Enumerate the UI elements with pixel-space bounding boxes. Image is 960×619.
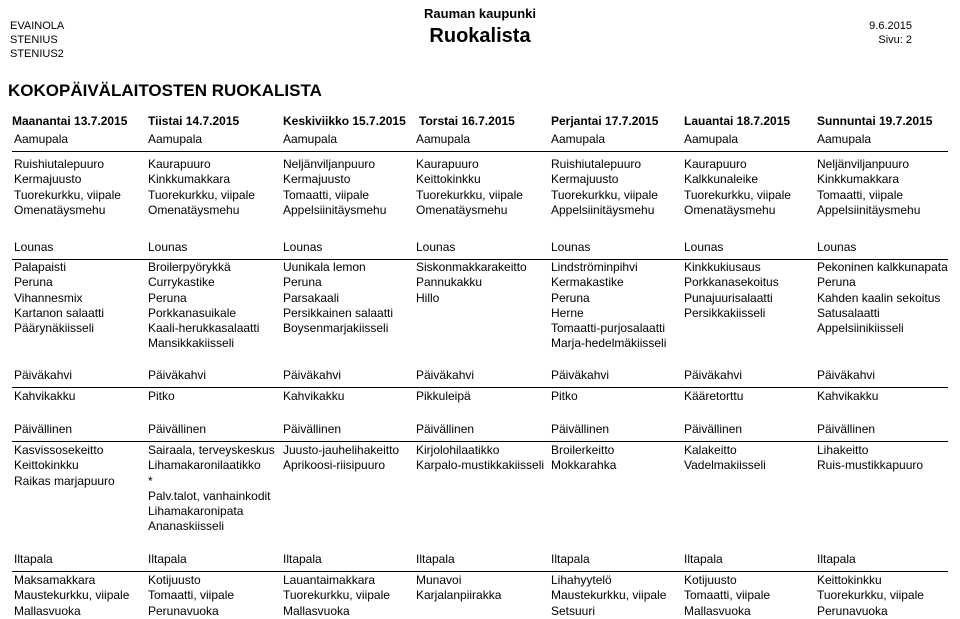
day-header: Sunnuntai 19.7.2015 <box>817 114 933 128</box>
section-divider <box>12 151 948 152</box>
section-label: Päiväkahvi <box>283 368 342 382</box>
menu-cell <box>283 260 393 336</box>
menu-item: Mokkarahka <box>551 458 617 473</box>
menu-item: Perunavuoka <box>148 603 219 618</box>
header-left-line: STENIUS <box>10 34 58 46</box>
menu-item: Persikkakiisseli <box>684 305 766 320</box>
section-label: Iltapala <box>416 552 455 566</box>
menu-cell <box>148 443 275 535</box>
menu-item: Pekoninen kalkkunapata <box>817 260 948 274</box>
menu-item: Mallasvuoka <box>283 603 350 618</box>
section-label: Lounas <box>283 240 323 254</box>
menu-item: Currykastike <box>148 275 215 290</box>
menu-cell <box>416 389 471 404</box>
section-label: Iltapala <box>14 552 53 566</box>
city-name: Rauman kaupunki <box>424 6 536 21</box>
menu-item: Tuorekurkku, viipale <box>14 187 121 202</box>
menu-item: Tuorekurkku, viipale <box>283 588 390 603</box>
menu-item: Setsuuri <box>551 603 596 618</box>
menu-item: Kahvikakku <box>283 389 345 403</box>
menu-item: Mallasvuoka <box>684 603 751 618</box>
menu-cell <box>14 389 75 404</box>
menu-item: Siskonmakkarakeitto <box>416 260 527 274</box>
menu-cell <box>283 157 386 218</box>
menu-item: Lihakeitto <box>817 443 869 457</box>
menu-item: Pannukakku <box>416 275 483 290</box>
menu-item: Broilerpyörykkä <box>148 260 231 274</box>
menu-cell <box>148 260 259 352</box>
section-label-row <box>0 552 960 567</box>
day-header-row <box>0 114 960 128</box>
menu-cell <box>283 443 399 474</box>
menu-item: Mansikkakiisseli <box>148 336 235 351</box>
menu-item: Kahden kaalin sekoitus <box>817 290 941 305</box>
menu-cell <box>817 157 920 218</box>
menu-item: Kahvikakku <box>817 389 879 403</box>
menu-item: Kirjolohilaatikko <box>416 443 500 457</box>
section-label: Iltapala <box>148 552 187 566</box>
menu-item: Keittokinkku <box>14 458 79 473</box>
header-left-line: EVAINOLA <box>10 20 65 32</box>
section-divider <box>12 441 948 442</box>
menu-item: Kasvissosekeitto <box>14 443 104 457</box>
menu-cell <box>551 389 578 404</box>
menu-item: Kotijuusto <box>148 573 201 587</box>
menu-item: Pitko <box>551 389 578 403</box>
menu-item: Palv.talot, vanhainkodit <box>148 488 271 503</box>
menu-item: Ruishiutalepuuro <box>14 157 105 171</box>
section-label: Päivällinen <box>14 422 73 436</box>
menu-item: Tuorekurkku, viipale <box>416 187 523 202</box>
menu-item: Peruna <box>551 290 590 305</box>
menu-item: Lihahyytelö <box>551 573 612 587</box>
menu-item: Maksamakkara <box>14 573 96 587</box>
menu-item: Vadelmakiisseli <box>684 458 766 473</box>
menu-item: Lihamakaronipata <box>148 504 244 519</box>
menu-cell <box>817 260 948 336</box>
menu-item: Kermajuusto <box>14 172 82 187</box>
menu-item: Peruna <box>148 290 187 305</box>
menu-item: Herne <box>551 305 584 320</box>
menu-cell <box>684 443 766 474</box>
menu-cell <box>148 157 255 218</box>
menu-item: Lindströminpihvi <box>551 260 638 274</box>
menu-item: Kinkkukiusaus <box>684 260 761 274</box>
section-label-row <box>0 422 960 437</box>
menu-cell <box>14 573 129 619</box>
menu-item: Appelsiinitäysmehu <box>551 202 655 217</box>
menu-cell <box>817 573 924 619</box>
section-label: Iltapala <box>817 552 856 566</box>
menu-item: Neljänviljanpuuro <box>817 157 910 171</box>
menu-item: Boysenmarjakiisseli <box>283 321 389 336</box>
menu-item: Kinkkumakkara <box>148 172 231 187</box>
menu-cell <box>283 573 390 619</box>
menu-item: Tomaatti, viipale <box>148 588 235 603</box>
menu-cell <box>14 157 121 218</box>
menu-item: Tomaatti, viipale <box>684 588 771 603</box>
menu-item: Punajuurisalaatti <box>684 290 773 305</box>
menu-item: Lihamakaronilaatikko <box>148 458 261 473</box>
menu-item: Kotijuusto <box>684 573 737 587</box>
section-label: Aamupala <box>148 132 203 146</box>
menu-item: Peruna <box>283 275 322 290</box>
menu-item: Perunavuoka <box>817 603 888 618</box>
menu-item: Päärynäkiisseli <box>14 321 95 336</box>
section-label: Päivällinen <box>551 422 610 436</box>
menu-item: Mallasvuoka <box>14 603 81 618</box>
menu-item: Karjalanpiirakka <box>416 588 502 603</box>
menu-item: Kaurapuuro <box>684 157 747 171</box>
menu-item: Hillo <box>416 290 440 305</box>
section-label-row <box>0 240 960 255</box>
section-label: Päiväkahvi <box>14 368 73 382</box>
menu-item: Juusto-jauhelihakeitto <box>283 443 400 457</box>
menu-item: Appelsiinikiisseli <box>817 321 904 336</box>
section-label: Lounas <box>416 240 456 254</box>
day-header: Maanantai 13.7.2015 <box>12 114 128 128</box>
section-label: Päiväkahvi <box>551 368 610 382</box>
menu-item: Raikas marjapuuro <box>14 473 115 488</box>
print-date: 9.6.2015 <box>869 20 912 32</box>
menu-item: Kinkkumakkara <box>817 172 900 187</box>
section-label: Päivällinen <box>148 422 207 436</box>
menu-cell <box>551 573 666 619</box>
menu-cell <box>148 389 175 404</box>
section-label: Aamupala <box>817 132 872 146</box>
menu-item: Appelsiinitäysmehu <box>817 202 921 217</box>
menu-item: Keittokinkku <box>416 172 481 187</box>
menu-item: Kermajuusto <box>283 172 351 187</box>
menu-cell <box>551 260 666 352</box>
menu-cell <box>551 157 658 218</box>
menu-item: Munavoi <box>416 573 462 587</box>
menu-item: Aprikoosi-riisipuuro <box>283 458 386 473</box>
header-right <box>869 19 912 47</box>
document-title: Ruokalista <box>429 25 531 47</box>
menu-item: Porkkanasuikale <box>148 305 237 320</box>
menu-item: Kalkkunaleike <box>684 172 759 187</box>
menu-item: Karpalo-mustikkakiisseli <box>416 458 545 473</box>
menu-cell <box>14 443 115 489</box>
menu-item: Parsakaali <box>283 290 340 305</box>
header-center <box>0 6 960 48</box>
menu-item: Kermakastike <box>551 275 624 290</box>
menu-cell <box>416 157 523 218</box>
menu-item: * <box>148 473 153 488</box>
section-divider <box>12 571 948 572</box>
page-title: KOKOPÄIVÄLAITOSTEN RUOKALISTA <box>8 81 322 100</box>
menu-item: Keittokinkku <box>817 573 882 587</box>
day-header: Torstai 16.7.2015 <box>419 114 515 128</box>
section-label: Päivällinen <box>416 422 475 436</box>
menu-cell <box>148 573 234 619</box>
menu-item: Ruis-mustikkapuuro <box>817 458 924 473</box>
section-label: Päiväkahvi <box>148 368 207 382</box>
menu-item: Kääretorttu <box>684 389 744 403</box>
menu-item: Vihannesmix <box>14 290 83 305</box>
menu-item: Pikkuleipä <box>416 389 471 403</box>
menu-item: Kermajuusto <box>551 172 619 187</box>
section-label: Päivällinen <box>283 422 342 436</box>
section-label: Aamupala <box>684 132 739 146</box>
menu-item: Tomaatti, viipale <box>817 187 904 202</box>
menu-cell <box>416 443 544 474</box>
section-label: Lounas <box>148 240 188 254</box>
section-divider <box>12 387 948 388</box>
menu-item: Omenatäysmehu <box>684 202 776 217</box>
day-header: Tiistai 14.7.2015 <box>148 114 240 128</box>
day-header: Perjantai 17.7.2015 <box>551 114 659 128</box>
section-label-row <box>0 132 960 147</box>
menu-item: Kahvikakku <box>14 389 76 403</box>
menu-item: Ananaskiisseli <box>148 519 225 534</box>
menu-item: Porkkanasekoitus <box>684 275 779 290</box>
section-label: Aamupala <box>14 132 69 146</box>
section-label: Aamupala <box>283 132 338 146</box>
menu-item: Ruishiutalepuuro <box>551 157 642 171</box>
menu-item: Marja-hedelmäkiisseli <box>551 336 667 351</box>
section-label: Lounas <box>14 240 54 254</box>
menu-item: Satusalaatti <box>817 305 880 320</box>
menu-item: Peruna <box>14 275 53 290</box>
menu-item: Persikkainen salaatti <box>283 305 394 320</box>
day-header: Lauantai 18.7.2015 <box>684 114 791 128</box>
menu-cell <box>684 573 770 619</box>
menu-cell <box>817 389 878 404</box>
menu-item: Neljänviljanpuuro <box>283 157 376 171</box>
menu-cell <box>283 389 344 404</box>
menu-item: Omenatäysmehu <box>148 202 240 217</box>
menu-item: Sairaala, terveyskeskus <box>148 443 275 457</box>
menu-item: Kaali-herukkasalaatti <box>148 321 260 336</box>
section-label: Iltapala <box>684 552 723 566</box>
section-label: Päiväkahvi <box>817 368 876 382</box>
menu-item: Omenatäysmehu <box>416 202 508 217</box>
menu-cell <box>416 573 501 604</box>
menu-item: Tomaatti, viipale <box>283 187 370 202</box>
menu-item: Tuorekurkku, viipale <box>817 588 924 603</box>
menu-cell <box>14 260 104 336</box>
menu-item: Kaurapuuro <box>416 157 479 171</box>
menu-item: Tuorekurkku, viipale <box>684 187 791 202</box>
section-label: Lounas <box>684 240 724 254</box>
menu-item: Kaurapuuro <box>148 157 211 171</box>
section-label: Päivällinen <box>684 422 743 436</box>
section-label: Iltapala <box>283 552 322 566</box>
menu-item: Tomaatti-purjosalaatti <box>551 321 666 336</box>
menu-item: Uunikala lemon <box>283 260 366 274</box>
section-label-row <box>0 368 960 383</box>
menu-cell <box>684 157 791 218</box>
menu-item: Appelsiinitäysmehu <box>283 202 387 217</box>
section-label: Aamupala <box>551 132 606 146</box>
menu-item: Tuorekurkku, viipale <box>551 187 658 202</box>
menu-item: Peruna <box>817 275 856 290</box>
section-label: Lounas <box>817 240 857 254</box>
menu-item: Tuorekurkku, viipale <box>148 187 255 202</box>
day-header: Keskiviikko 15.7.2015 <box>283 114 406 128</box>
section-label: Päiväkahvi <box>416 368 475 382</box>
section-label: Lounas <box>551 240 591 254</box>
menu-item: Kalakeitto <box>684 443 737 457</box>
menu-item: Broilerkeitto <box>551 443 615 457</box>
section-label: Päivällinen <box>817 422 876 436</box>
page-number: Sivu: 2 <box>878 34 912 46</box>
header-left-line: STENIUS2 <box>10 48 64 60</box>
section-label: Iltapala <box>551 552 590 566</box>
menu-item: Kartanon salaatti <box>14 305 105 320</box>
menu-item: Lauantaimakkara <box>283 573 376 587</box>
menu-item: Omenatäysmehu <box>14 202 106 217</box>
menu-cell <box>551 443 616 474</box>
menu-item: Palapaisti <box>14 260 67 274</box>
menu-item: Pitko <box>148 389 175 403</box>
section-label: Aamupala <box>416 132 471 146</box>
menu-item: Maustekurkku, viipale <box>14 588 130 603</box>
menu-cell <box>416 260 527 306</box>
menu-cell <box>684 260 779 321</box>
menu-cell <box>817 443 923 474</box>
menu-item: Maustekurkku, viipale <box>551 588 667 603</box>
menu-cell <box>684 389 743 404</box>
section-label: Päiväkahvi <box>684 368 743 382</box>
